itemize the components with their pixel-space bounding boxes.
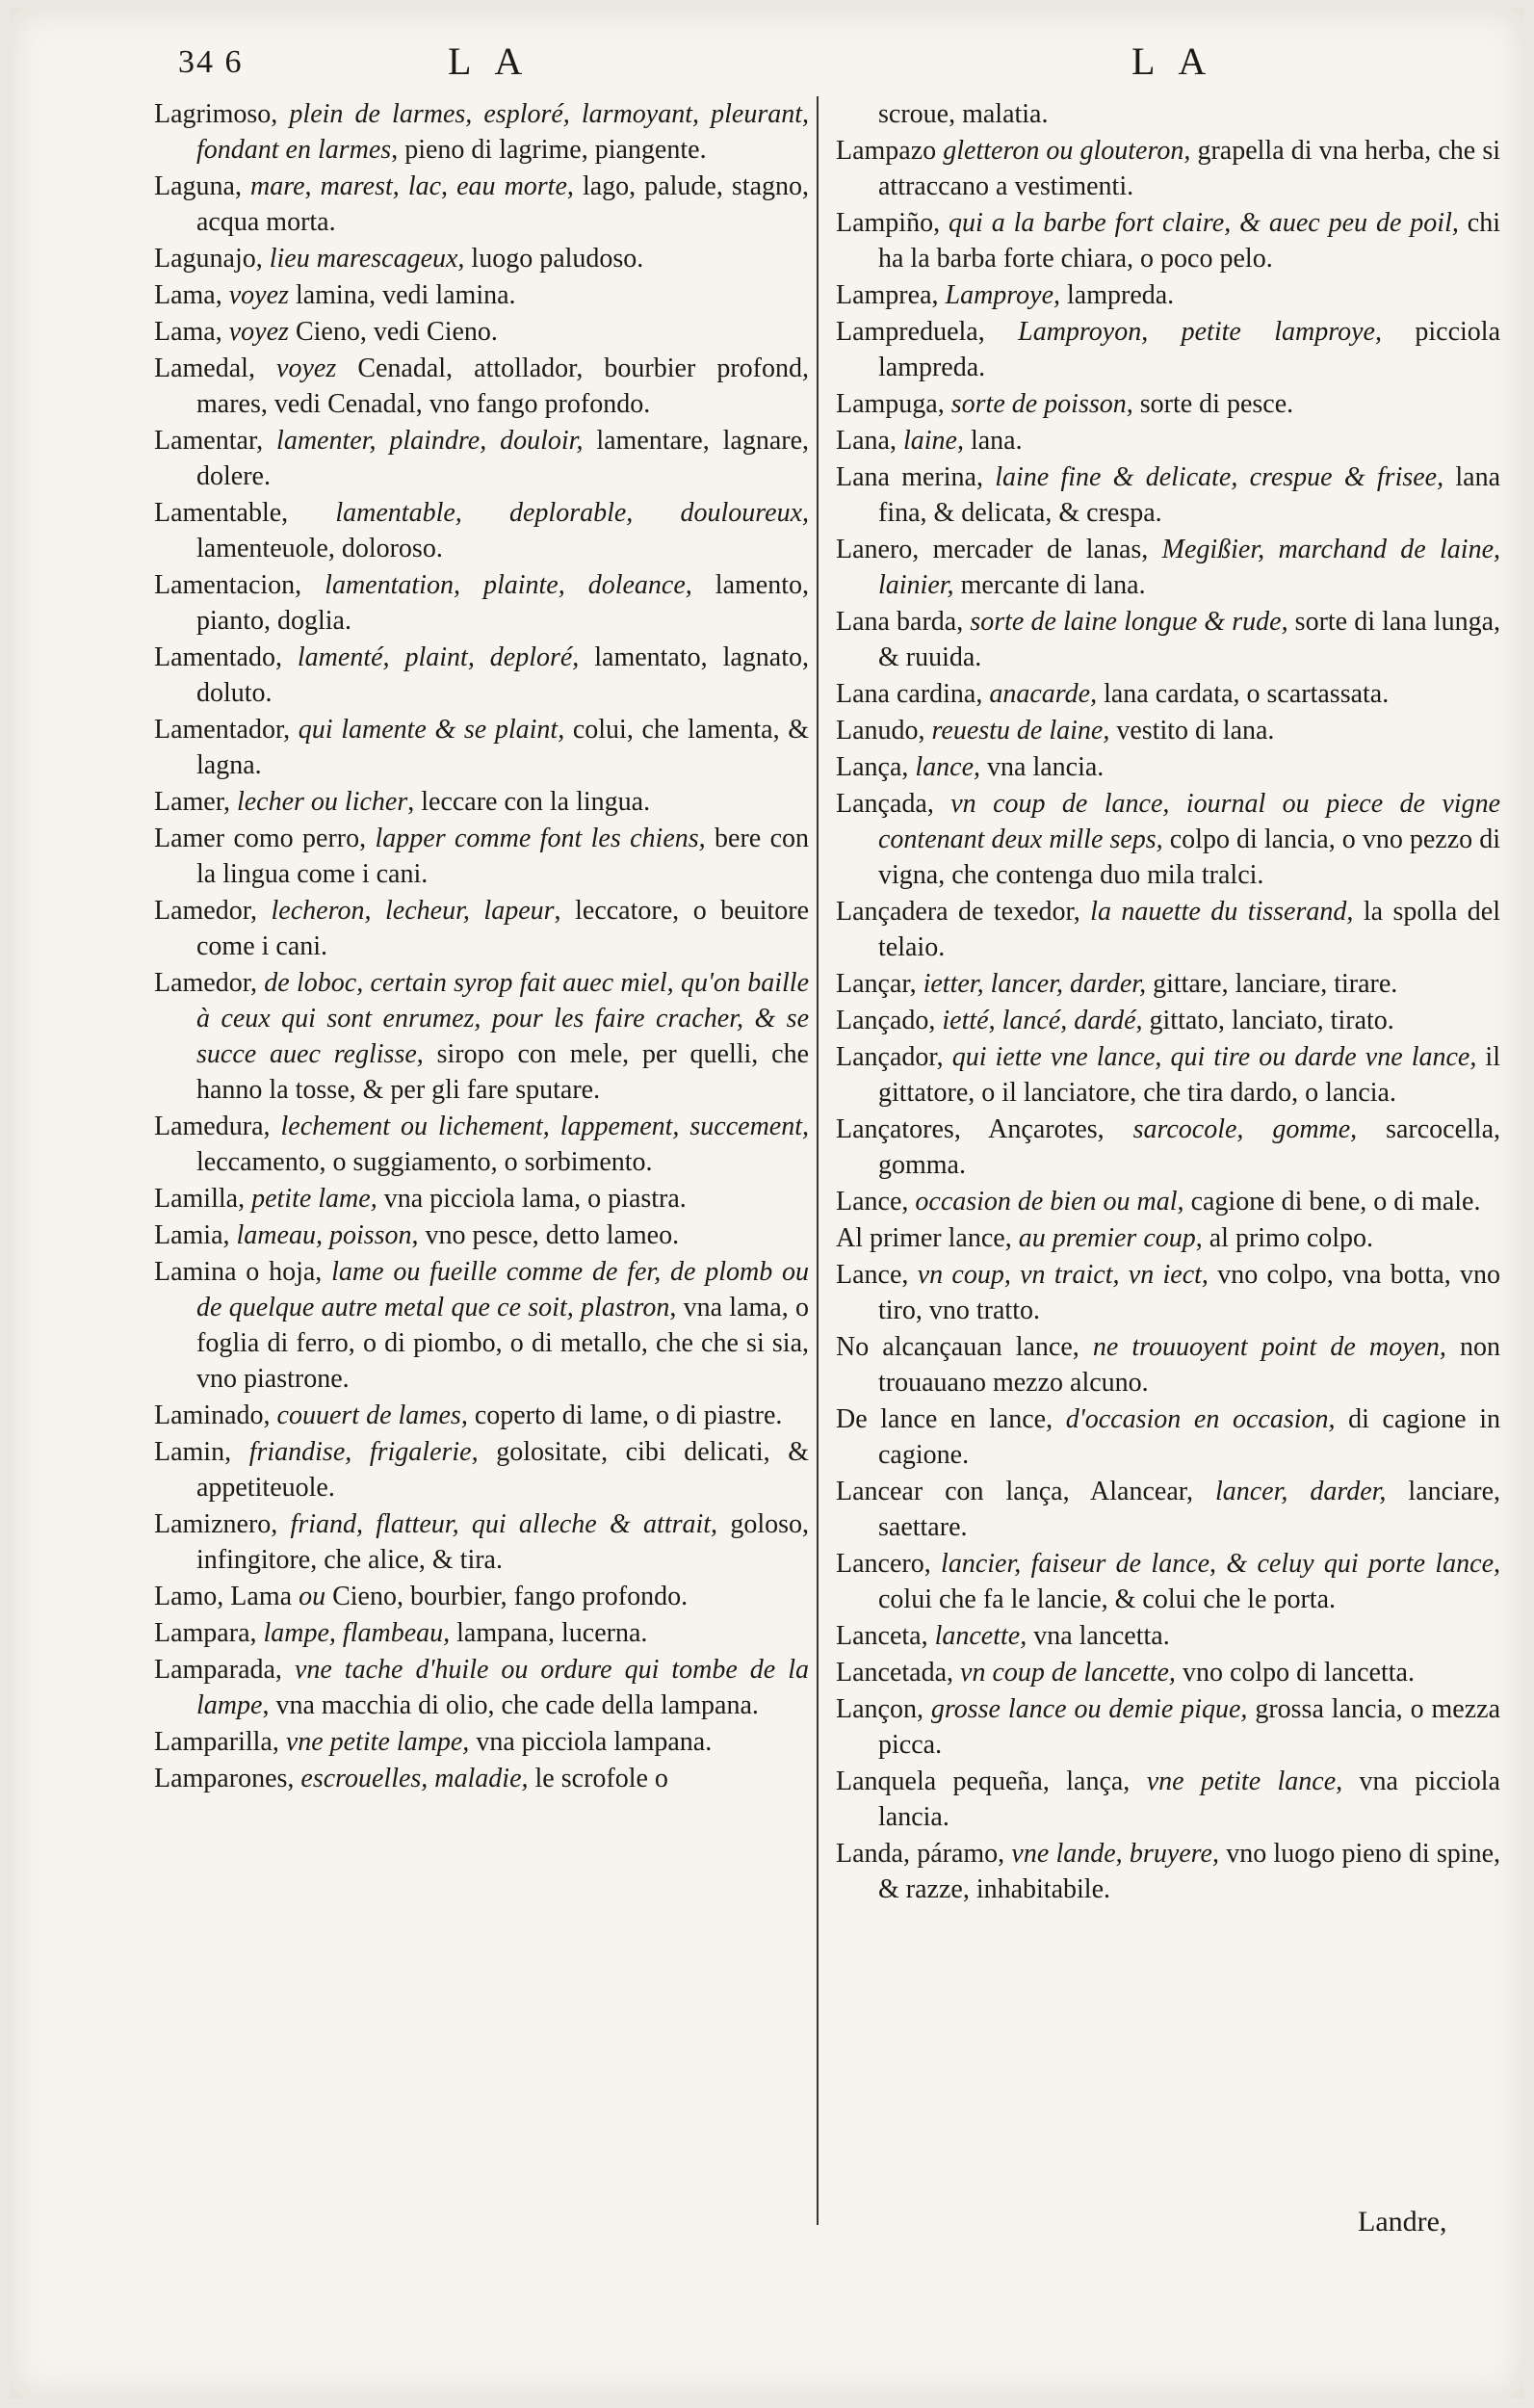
book-page [10,8,1524,2398]
entry-italian: sorte di lana lunga, & ruuida. [878,607,1501,672]
entry-italian: coperto di lame, o di piastre. [467,1400,783,1430]
entry-headword: De lance en lance, [836,1404,1053,1434]
entry-headword: Lamparilla, [154,1727,279,1757]
entry-italian: la spolla del telaio. [878,897,1501,962]
dictionary-entry [154,96,809,168]
dictionary-entry [836,1655,1500,1690]
entry-headword: Lançadera de texedor, [836,897,1080,927]
entry-italian: colui, che lamenta, & lagna. [196,715,809,780]
entry-italian: , lago, palude, stagno, acqua morta. [196,171,809,237]
entry-french: lance, [915,752,981,782]
dictionary-entry [836,604,1500,675]
dictionary-entry [836,205,1500,276]
dictionary-entry [836,1401,1500,1473]
entry-french: qui a la barbe fort claire, & auec peu de poil, [949,208,1459,238]
entry-french: lamentable, deplorable, douloureux, [335,498,810,528]
entry-italian: lamento, pianto, doglia. [196,570,810,636]
entry-italian: lamentare, lagnare, dolere. [196,426,809,491]
entry-french: voyez [276,353,337,383]
entry-headword: No alcançauan lance, [836,1332,1079,1362]
entry-headword: Lance, [836,1187,909,1217]
dictionary-entry [154,893,809,964]
dictionary-entry [154,965,809,1108]
entry-italian: , siropo con mele, per quelli, che hanno la tosse, & per gli fare sputare. [196,1039,809,1105]
entry-headword: Lama, [154,317,222,347]
entry-headword: Lamentacion, [154,570,302,600]
entry-french: gletteron ou glouteron, [943,136,1191,166]
entry-headword: Lançada, [836,789,934,819]
entry-italian: luogo paludoso. [464,244,644,274]
entry-headword: Laguna, [154,171,242,201]
entry-headword: Lamer, [154,787,230,817]
entry-french: lecheron, lecheur, lapeur [271,896,555,926]
dictionary-entry [836,1474,1500,1545]
entry-italian: gittare, lanciare, tirare. [1146,969,1398,999]
dictionary-entry [154,1506,809,1578]
dictionary-entry [836,1836,1500,1907]
entry-french: sorte de poisson, [950,389,1133,419]
entry-italian: , al primo colpo. [1195,1223,1374,1253]
dictionary-entry [836,1546,1500,1617]
entry-italian: lanciare, saettare. [878,1477,1501,1542]
dictionary-entry [836,423,1500,458]
entry-headword: Lampiño, [836,208,941,238]
dictionary-entry [836,1184,1500,1219]
entry-italian: vestito di lana. [1109,716,1275,746]
entry-italian: , leccare con la lingua. [407,787,651,817]
dictionary-entry [154,241,809,276]
entry-italian: chi ha la barba forte chiara, o poco pelo. [878,208,1500,274]
left-column [154,96,809,1797]
entry-french: lamentation, plainte, doleance, [325,570,692,600]
dictionary-entry [836,749,1500,785]
entry-french: vne petite lampe, [285,1727,470,1757]
entry-french: qui iette vne lance, qui tire ou darde vne lance, [951,1042,1477,1072]
entry-italian: Cieno, vedi Cieno. [288,317,498,347]
dictionary-entry [836,277,1500,313]
entry-headword: Lamedura, [154,1112,271,1141]
entry-french: lancer, darder, [1214,1477,1387,1506]
dictionary-entry [836,1257,1500,1328]
entry-french: vne petite lance, [1146,1767,1343,1796]
entry-italian: vno colpo, vna botta, vno tiro, vno tratto. [878,1260,1501,1325]
entry-italian: , vna lama, o foglia di ferro, o di piombo, o di metallo, che che si sia, vno piastrone. [196,1293,809,1394]
dictionary-entry [836,1764,1500,1835]
entry-italian: lamina, vedi lamina. [288,280,516,310]
entry-headword: Lançatores, Ançarotes, [836,1114,1105,1144]
entry-french: ietter, lancer, darder, [923,969,1147,999]
entry-french: lamenter, plaindre, douloir, [276,426,584,456]
entry-italian: lampana, lucerna. [450,1618,648,1648]
entry-italian: , vna macchia di olio, che cade della lampana. [262,1690,759,1720]
entry-french: occasion de bien ou mal, [915,1187,1184,1217]
entry-headword: Lança, [836,752,909,782]
entry-headword: Lançon, [836,1694,923,1724]
dictionary-entry [836,96,1500,132]
entry-headword: Lamedor, [154,968,257,998]
entry-italian: vna lancia. [980,752,1105,782]
entry-italian: vna picciola lama, o piastra. [377,1184,687,1214]
entry-french: friand, flatteur, qui alleche & attrait, [290,1509,718,1539]
dictionary-entry [836,1220,1500,1256]
dictionary-entry [836,314,1500,385]
dictionary-entry [836,1039,1500,1111]
entry-french: lecher ou licher [236,787,408,817]
entry-french: lechement ou lichement, lappement, succement, [280,1112,809,1141]
entry-italian: il gittatore, o il lanciatore, che tira dardo, o lancia. [878,1042,1500,1108]
entry-french: lancette, [934,1621,1027,1651]
dictionary-entry [836,1691,1500,1763]
entry-headword: Lagrimoso, [154,99,278,129]
entry-headword: Lana, [836,426,897,456]
dictionary-entry [154,1615,809,1651]
entry-italian: Cieno, bourbier, fango profondo. [325,1582,689,1611]
dictionary-entry [836,786,1500,893]
entry-italian: non trouauano mezzo alcuno. [878,1332,1500,1398]
entry-french: lancier, faiseur de lance, & celuy qui porte lance, [941,1549,1500,1579]
column-divider [817,96,819,2225]
entry-headword: Lana merina, [836,462,983,492]
entry-french: vn coup de lancette, [960,1658,1176,1688]
entry-italian: lamentato, lagnato, doluto. [196,642,809,708]
entry-headword: Lamparones, [154,1764,295,1793]
entry-italian: cagione di bene, o di male. [1183,1187,1481,1217]
dictionary-entry [154,1579,809,1614]
entry-headword: Lamentador, [154,715,291,745]
page-number: 34 6 [178,44,244,80]
entry-italian: colui che fa le lancie, & colui che le porta. [878,1584,1337,1614]
entry-french: friandise, frigalerie, [248,1437,479,1467]
entry-french: grosse lance ou demie pique, [930,1694,1248,1724]
entry-headword: Lampuga, [836,389,945,419]
entry-italian: picciola lampreda. [878,317,1500,382]
entry-french: sarcocole, gomme, [1132,1114,1358,1144]
entry-italian: vna lancetta. [1027,1621,1170,1651]
dictionary-entry [154,1398,809,1433]
entry-headword: Lançador, [836,1042,944,1072]
dictionary-entry [836,1112,1500,1183]
dictionary-entry [836,966,1500,1002]
entry-french: couuert de lames, [276,1400,468,1430]
entry-french: Lamproyon, petite lamproye, [1018,317,1382,347]
entry-french: vne tache d'huile ou ordure qui tombe de la lampe [196,1655,810,1720]
entry-french: lame ou fueille comme de fer, de plomb ou de quelque autre metal que ce soit, plastron [196,1257,809,1322]
dictionary-entry [836,386,1500,422]
entry-french: qui lamente & se plaint, [298,715,565,745]
dictionary-entry [836,713,1500,748]
entry-italian: di cagione in cagione. [878,1404,1501,1470]
dictionary-entry [836,1003,1500,1038]
entry-italian: grapella di vna herba, che si attraccano a vestimenti. [878,136,1500,201]
entry-french: ou [299,1582,326,1611]
entry-french: laine, [902,426,964,456]
dictionary-entry [154,1217,809,1253]
entry-french: voyez [228,280,289,310]
dictionary-entry [154,1434,809,1505]
entry-french: d'occasion en occasion, [1065,1404,1336,1434]
catchword: Landre, [1358,2206,1447,2238]
entry-headword: Lançado, [836,1006,936,1035]
entry-headword: Lamprea, [836,280,939,310]
entry-headword: Lamo, Lama [154,1582,293,1611]
entry-italian: goloso, infingitore, che alice, & tira. [196,1509,809,1575]
entry-italian: lamenteuole, doloroso. [196,534,443,563]
entry-italian: scroue, malatia. [878,99,1049,129]
entry-italian: lana fina, & delicata, & crespa. [878,462,1500,528]
entry-french: vn coup de lance, iournal ou piece de vigne contenant deux mille seps, [878,789,1501,854]
entry-headword: Lamer como perro, [154,824,367,853]
entry-french: petite lame, [251,1184,377,1214]
entry-headword: Lana barda, [836,607,964,637]
dictionary-entry [836,1618,1500,1654]
entry-french: Megißier, marchand de laine, lainier, [878,535,1501,600]
entry-headword: Lancetada, [836,1658,954,1688]
entry-headword: Lanceta, [836,1621,928,1651]
entry-italian: vno colpo di lancetta. [1175,1658,1415,1688]
entry-italian: sarcocella, gomma. [878,1114,1501,1180]
entry-headword: Lanquela pequeña, lança, [836,1767,1131,1796]
entry-headword: Lampara, [154,1618,257,1648]
entry-italian: Cenadal, attollador, bourbier profond, mares, vedi Cenadal, vno fango profondo. [196,353,810,419]
dictionary-entry [154,784,809,820]
dictionary-entry [836,1329,1500,1400]
entry-french: vne lande, bruyere, [1011,1839,1219,1869]
entry-french: ne trouuoyent point de moyen, [1092,1332,1446,1362]
entry-headword: Landa, páramo, [836,1839,1005,1869]
entry-headword: Lamentable, [154,498,289,528]
dictionary-entry [154,1109,809,1180]
entry-headword: Lagunajo, [154,244,263,274]
dictionary-entry [154,495,809,566]
entry-headword: Lancear con lança, Alancear, [836,1477,1193,1506]
entry-french: lampe, flambeau, [263,1618,451,1648]
entry-french: escrouelles, maladie, [300,1764,529,1793]
entry-italian: bere con la lingua come i cani. [196,824,810,889]
entry-italian: vno luogo pieno di spine, & razze, inhabitabile. [878,1839,1501,1904]
entry-italian: grossa lancia, o mezza picca. [878,1694,1500,1760]
entry-italian: vna picciola lancia. [878,1767,1500,1832]
dictionary-entry [154,1181,809,1217]
dictionary-entry [836,676,1500,712]
running-head-right: LA [1131,39,1230,83]
entry-french: lapper comme font les chiens, [375,824,706,853]
entry-french: lieu marescageux, [269,244,465,274]
entry-italian: le scrofole o [528,1764,668,1793]
entry-italian: sorte di pesce. [1132,389,1294,419]
entry-french: voyez [228,317,289,347]
entry-italian: , leccatore, o beuitore come i cani. [196,896,810,961]
dictionary-entry [154,423,809,494]
dictionary-entry [154,712,809,783]
entry-italian: mercante di lana. [953,570,1146,600]
entry-french: lameau, poisson [236,1220,412,1250]
entry-french: plein de larmes, esploré, larmoyant, pleurant, fondant en larmes [196,99,809,165]
right-column [836,96,1500,1908]
entry-headword: Lamia, [154,1220,230,1250]
entry-french: la nauette du tisserand, [1090,897,1354,927]
dictionary-entry [836,133,1500,204]
entry-headword: Laminado, [154,1400,271,1430]
dictionary-entry [154,1652,809,1723]
entry-headword: Lamedor, [154,896,257,926]
entry-french: vn coup, vn traict, vn iect, [917,1260,1209,1290]
entry-headword: Lampreduela, [836,317,985,347]
entry-italian: lana. [963,426,1023,456]
entry-headword: Lana cardina, [836,679,983,709]
dictionary-entry [154,821,809,892]
entry-italian: lampreda. [1060,280,1175,310]
entry-italian: colpo di lancia, o vno pezzo di vigna, che contenga duo mila tralci. [878,824,1500,890]
entry-headword: Lamentado, [154,642,282,672]
entry-headword: Lampazo [836,136,937,166]
entry-headword: Lanero, mercader de lanas, [836,535,1149,564]
entry-headword: Lançar, [836,969,917,999]
dictionary-entry [836,459,1500,531]
entry-italian: leccamento, o suggiamento, o sorbimento. [196,1147,653,1177]
entry-french: laine fine & delicate, crespue & frisee, [995,462,1444,492]
entry-headword: Al primer lance, [836,1223,1012,1253]
entry-italian: golositate, cibi delicati, & appetiteuole. [196,1437,809,1503]
dictionary-entry [154,1761,809,1796]
entry-french: sorte de laine longue & rude, [970,607,1288,637]
page-header [10,37,1524,85]
entry-french: ietté, lancé, dardé, [942,1006,1143,1035]
entry-french: mare, marest, lac, eau morte [250,171,567,201]
dictionary-entry [154,1254,809,1397]
dictionary-entry [154,1724,809,1760]
dictionary-entry [154,169,809,240]
entry-headword: Lama, [154,280,222,310]
entry-headword: Lance, [836,1260,909,1290]
entry-french: au premier coup [1018,1223,1196,1253]
entry-headword: Lamiznero, [154,1509,278,1539]
dictionary-entry [154,314,809,350]
entry-italian: , vno pesce, detto lameo. [411,1220,680,1250]
entry-headword: Lamina o hoja, [154,1257,323,1287]
dictionary-entry [836,532,1500,603]
entry-french: reuestu de laine, [931,716,1110,746]
running-head-left: LA [448,39,546,83]
entry-french: lamenté, plaint, deploré, [297,642,580,672]
dictionary-entry [836,894,1500,965]
entry-french: anacarde, [989,679,1098,709]
entry-french: de loboc, certain syrop fait auec miel, qu'on baille à ceux qui sont enrumez, pour les faire cracher, & se succe auec reglisse [196,968,810,1069]
entry-headword: Lanudo, [836,716,925,746]
dictionary-entry [154,567,809,639]
entry-italian: , pieno di lagrime, piangente. [391,135,707,165]
entry-headword: Lancero, [836,1549,931,1579]
entry-italian: gittato, lanciato, tirato. [1142,1006,1394,1035]
entry-headword: Lamentar, [154,426,264,456]
dictionary-entry [154,640,809,711]
dictionary-entry [154,277,809,313]
entry-headword: Lamparada, [154,1655,282,1685]
entry-french: Lamproye, [945,280,1061,310]
entry-headword: Lamilla, [154,1184,246,1214]
dictionary-entry [154,351,809,422]
entry-headword: Lamedal, [154,353,255,383]
entry-italian: lana cardata, o scartassata. [1097,679,1390,709]
entry-headword: Lamin, [154,1437,232,1467]
entry-italian: vna picciola lampana. [469,1727,713,1757]
